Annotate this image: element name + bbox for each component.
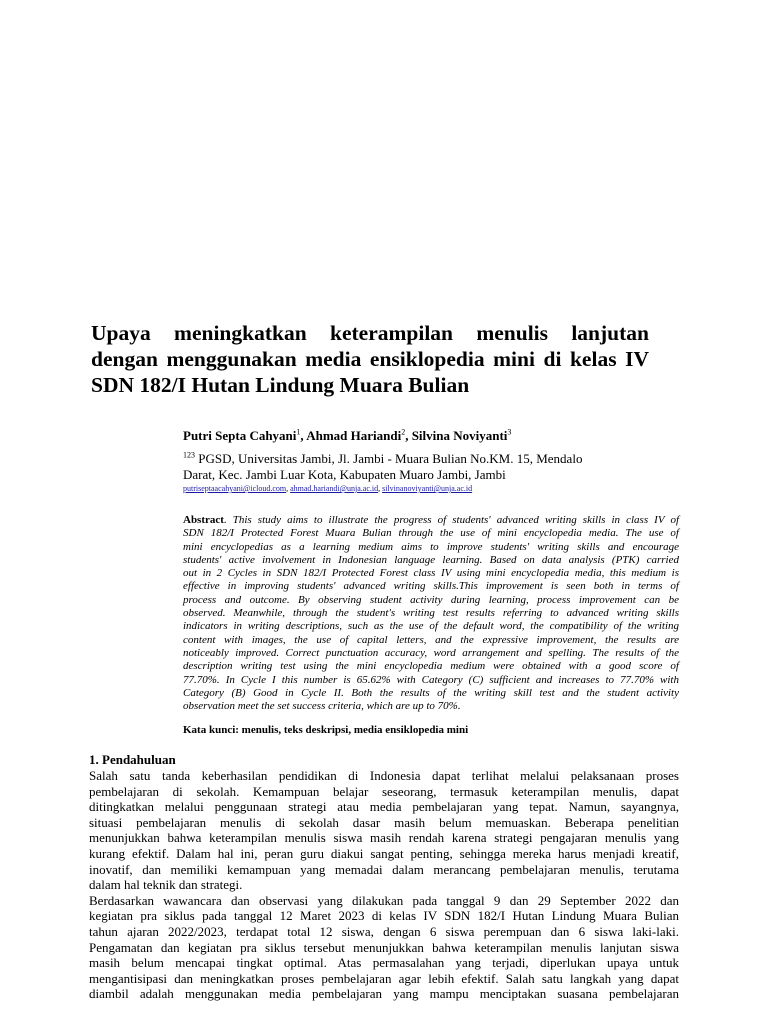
affiliation-superscript: 123 bbox=[183, 450, 195, 460]
affiliation-text: PGSD, Universitas Jambi, Jl. Jambi - Muara Bulian No.KM. 15, Mendalo bbox=[195, 451, 583, 466]
body-line: masih belum mencapai tingkat optimal. Atas permasalahan yang terjadi, diperlukan upaya untuk bbox=[89, 955, 679, 971]
abstract-line: observed. Meanwhile, through the student's writing test results referring to advanced writing skills bbox=[183, 607, 679, 620]
author-separator: , bbox=[405, 428, 412, 443]
body-line: kurang efektif. Dalam hal ini, peran guru diakui sangat penting, sehingga mereka harus menjadi kreatif, bbox=[89, 845, 679, 861]
abstract-line: observation meet the set success criteria, which are up to 70%. bbox=[183, 700, 461, 713]
author-list bbox=[183, 428, 511, 444]
body-line: Salah satu tanda keberhasilan pendidikan di Indonesia dapat terlihat melalui pelaksanaan proses bbox=[89, 768, 679, 783]
body-line: menunjukkan bahwa keterampilan menulis siswa masih rendah karena strategi pengajaran menulis yang bbox=[89, 830, 679, 846]
author-superscript: 1 bbox=[296, 427, 301, 437]
body-line: mengantisipasi dan meningkatkan proses pembelajaran agar lebih efektif. Salah satu langkah yang dapat bbox=[89, 970, 679, 986]
author-name: Ahmad Hariandi bbox=[306, 428, 402, 443]
section-body bbox=[89, 768, 679, 1002]
author-separator: , bbox=[300, 428, 307, 443]
email-separator: , bbox=[286, 484, 291, 493]
body-line: kegiatan pra siklus pada tanggal 12 Maret 2023 di kelas IV SDN 182/I Hutan Lindung Muara Bulian bbox=[89, 908, 679, 924]
title-line-3: SDN 182/I Hutan Lindung Muara Bulian bbox=[91, 373, 470, 397]
email-link[interactable]: putriseptaacahyani@icloud.com bbox=[183, 484, 287, 493]
email-separator: , bbox=[378, 484, 383, 493]
email-link[interactable]: ahmad.hariandi@unja.ac.id bbox=[290, 484, 379, 493]
email-link[interactable]: silvinanoviyanti@unja.ac.id bbox=[382, 484, 473, 493]
abstract-line: content with images, the use of capital letters, and the expressive improvement, the results are bbox=[183, 633, 679, 646]
abstract-line: SDN 182/I Protected Forest Muara Bulian through the use of mini encyclopedia media. The use of bbox=[183, 527, 679, 540]
body-line: Pengamatan dan kegiatan pra siklus tersebut menunjukkan bahwa keterampilan menulis lanjutan siswa bbox=[89, 939, 679, 955]
body-line: situasi pembelajaran menulis di sekolah dasar masih belum memuaskan. Beberapa penelitian bbox=[89, 814, 679, 830]
abstract bbox=[183, 514, 679, 713]
abstract-line: process and outcome. By observing student activity during learning, process improvement can be bbox=[183, 593, 679, 606]
body-line: Berdasarkan wawancara dan observasi yang dilakukan pada tanggal 9 dan 29 September 2022 dan bbox=[89, 892, 679, 908]
body-line: dalam hal teknik dan strategi. bbox=[89, 877, 243, 893]
affiliation bbox=[183, 451, 643, 483]
abstract-line: students' active involvement in Indonesian language learning. Based on data analysis (PTK) carried bbox=[183, 553, 679, 566]
abstract-line: noticeably improved. Correct punctuation accuracy, word arrangement and spelling. The results of the bbox=[183, 646, 679, 659]
author-emails bbox=[183, 484, 472, 494]
affiliation-line-1 bbox=[183, 451, 643, 467]
author-name: Silvina Noviyanti bbox=[411, 428, 508, 443]
abstract-line bbox=[183, 514, 679, 527]
abstract-line: 77.70%. In Cycle I this number is 65.62% with Category (C) sufficient and increases to 77.70% with bbox=[183, 673, 679, 686]
keywords: Kata kunci: menulis, teks deskripsi, media ensiklopedia mini bbox=[183, 724, 469, 736]
abstract-line: effective in improving students' advanced writing skills.This improvement is seen both in terms of bbox=[183, 580, 679, 593]
body-line: inovatif, dan memiliki kemampuan yang memadai dalam merancang pembelajaran menulis, terutama bbox=[89, 861, 679, 877]
title-line-1: Upaya meningkatkan keterampilan menulis lanjutan bbox=[91, 321, 649, 345]
author-superscript: 3 bbox=[507, 427, 512, 437]
abstract-first-text: . This study aims to illustrate the progress of students' advanced writing skills in class IV of bbox=[223, 514, 679, 526]
abstract-line: indicators in writing descriptions, such as the use of the default word, the compatibility of the writing bbox=[183, 620, 679, 633]
author-name: Putri Septa Cahyani bbox=[183, 428, 297, 443]
abstract-line: description writing test using the mini encyclopedia medium were obtained with a good score of bbox=[183, 660, 679, 673]
paper-title bbox=[91, 320, 649, 398]
body-line: pembelajaran di sekolah. Kemampuan belajar seseorang, termasuk keterampilan menulis, dapat bbox=[89, 783, 679, 799]
abstract-line: out in 2 Cycles in SDN 182/I Protected Forest class IV using mini encyclopedia media, this medium is bbox=[183, 567, 679, 580]
body-line: tahun ajaran 2022/2023, terdapat total 12 siswa, dengan 6 siswa perempuan dan 6 siswa laki-laki. bbox=[89, 923, 679, 939]
author-superscript: 2 bbox=[401, 427, 406, 437]
body-line: ditingkatkan melalui penggunaan strategi atau media pembelajaran yang tepat. Namun, sayangnya, bbox=[89, 799, 679, 815]
abstract-line: Category (B) Good in Cycle II. Both the results of the writing skill test and the student activity bbox=[183, 686, 679, 699]
abstract-line: mini encyclopedias as a learning medium aims to improve students' writing skills and encourage bbox=[183, 540, 679, 553]
affiliation-line-2: Darat, Kec. Jambi Luar Kota, Kabupaten Muaro Jambi, Jambi bbox=[183, 467, 506, 482]
abstract-label: Abstract bbox=[183, 514, 224, 526]
title-line-2: dengan menggunakan media ensiklopedia mini di kelas IV bbox=[91, 347, 649, 371]
section-heading: 1. Pendahuluan bbox=[89, 752, 176, 767]
body-line: diambil adalah menggunakan media pembelajaran yang mampu menciptakan suasana pembelajaran bbox=[89, 986, 679, 1002]
